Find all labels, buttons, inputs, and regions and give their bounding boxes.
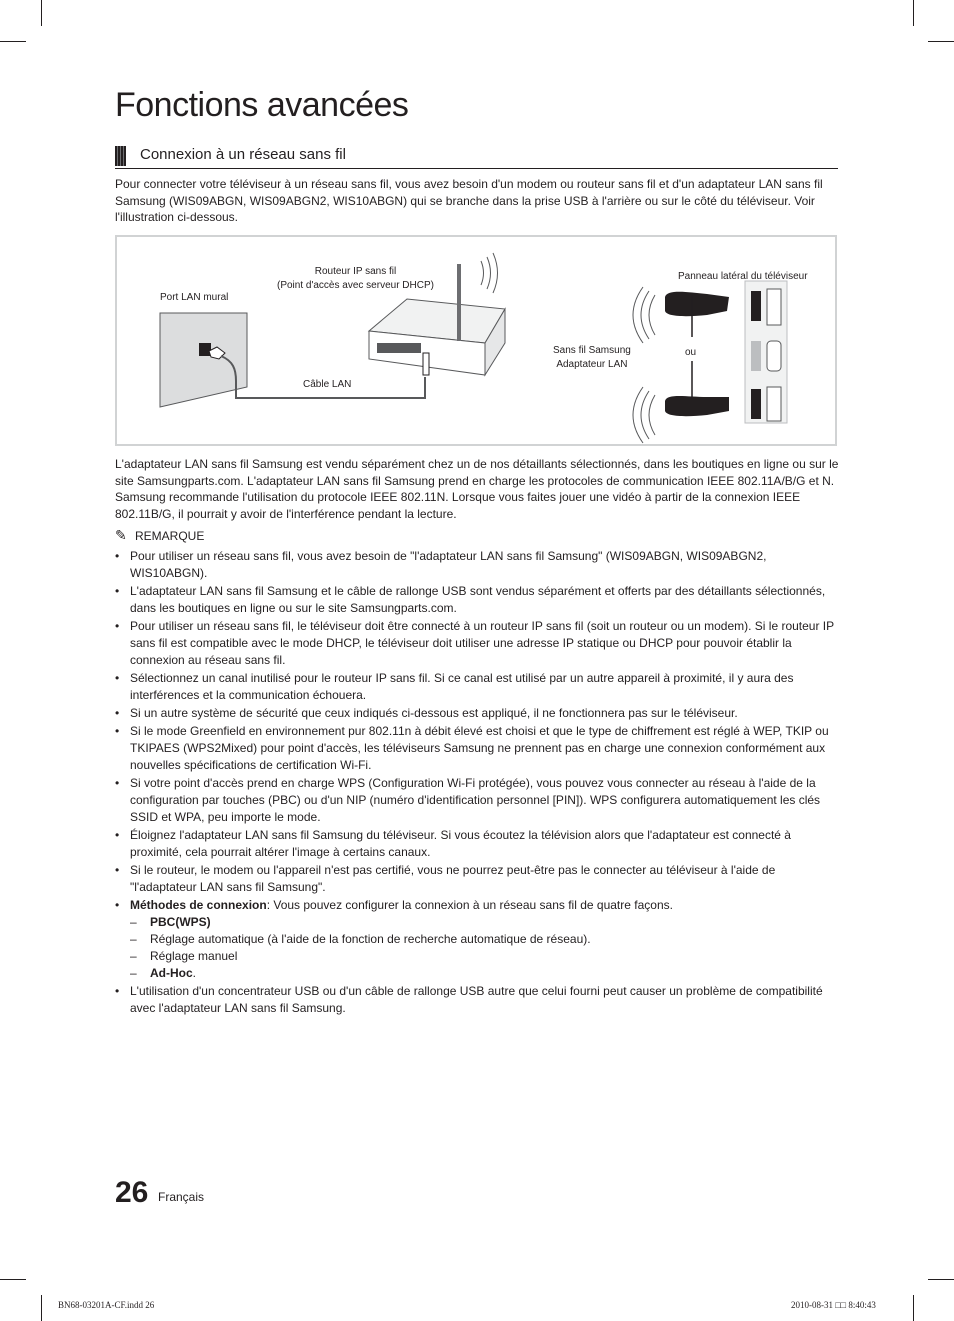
wall-port-label: Port LAN mural [160, 292, 229, 303]
adapter-paragraph: L'adaptateur LAN sans fil Samsung est vendu séparément chez un de nos détaillants sélectionnés, dans les boutiques en ligne ou sur le site Samsungparts.com. L'adaptateur LAN sans fil Samsung prend en charge les protocoles de communication IEEE 802.11A/B/G et N. Samsung recommande l'utilisation du protocole IEEE 802.11N. Lorsque vous faites jouer une vidéo à partir de la connexion IEEE 802.11B/G, il pourrait y avoir de l'interférence pendant la lecture. [115, 457, 839, 521]
hdmi-port-icon [767, 341, 781, 371]
method-pbc: PBC(WPS) [150, 915, 211, 929]
print-date-info: 2010-08-31 □□ 8:40:43 [791, 1300, 876, 1310]
usb-port-1-label-icon [751, 291, 761, 321]
usb-adapter-bottom-icon [665, 396, 729, 416]
note-title: REMARQUE [135, 529, 205, 543]
pencil-icon: ✎ [115, 527, 127, 543]
lan-cable-label: Câble LAN [303, 379, 352, 390]
or-label: ou [685, 347, 697, 358]
usb-port-2-icon [767, 387, 781, 421]
page-number: 26 [115, 1176, 149, 1209]
adapter-label-line-2: Adaptateur LAN [556, 359, 628, 370]
section-title: Connexion à un réseau sans fil [140, 146, 346, 163]
hdmi-label-icon [751, 341, 761, 371]
section-heading [115, 144, 838, 169]
crop-mark [913, 0, 914, 26]
wall-shape [160, 313, 247, 407]
router-wifi-waves-icon [481, 253, 498, 293]
crop-mark [0, 1279, 26, 1280]
section-bar [115, 146, 126, 166]
note-item-methods [115, 897, 840, 982]
crop-mark [0, 41, 26, 42]
diagram-drawing [117, 237, 835, 444]
adapter-wifi-waves-icon [633, 287, 655, 343]
note-item: • L'adaptateur LAN sans fil Samsung et le câble de rallonge USB sont vendus séparément et offerts par des détaillants sélectionnés, dans les boutiques en ligne ou sur le site Samsungparts.com. [115, 583, 840, 617]
note-item: • Éloignez l'adaptateur LAN sans fil Samsung du téléviseur. Si vous écoutez la télévision alors que l'adaptateur est connecté à proximité, cela pourrait altérer l'image à certains canaux. [115, 827, 840, 861]
crop-mark [928, 1279, 954, 1280]
intro-paragraph: Pour connecter votre téléviseur à un réseau sans fil, vous avez besoin d'un modem ou routeur sans fil et d'un adaptateur LAN sans fil Samsung (WIS09ABGN, WIS09ABGN2, WIS10ABGN) qui se branche dans la prise USB à l'arrière ou sur le côté du téléviseur. Voir l'illustration ci-dessous. [115, 177, 823, 224]
note-item: • L'utilisation d'un concentrateur USB ou d'un câble de rallonge USB autre que celui fourni peut causer un problème de compatibilité avec l'adaptateur LAN sans fil Samsung. [115, 983, 840, 1017]
adapter-label [553, 344, 631, 372]
note-item: • Pour utiliser un réseau sans fil, le téléviseur doit être connecté à un routeur IP sans fil (soit un routeur ou un modem). Si le routeur IP sans fil est compatible avec le mode DHCP, le téléviseur doit utiliser une adresse IP statique ou DHCP pour pouvoir établir la connexion au réseau sans fil. [115, 618, 840, 669]
method-item [130, 914, 840, 931]
crop-mark [928, 41, 954, 42]
usb-port-1-icon [767, 289, 781, 325]
router-label-line-2: (Point d'accès avec serveur DHCP) [277, 280, 434, 291]
method-item: – Réglage automatique (à l'aide de la fonction de recherche automatique de réseau). [130, 931, 840, 948]
method-item [130, 965, 840, 982]
method-adhoc: Ad-Hoc [150, 966, 193, 980]
router-ports-icon [377, 343, 421, 353]
tv-panel-label: Panneau latéral du téléviseur [678, 271, 808, 282]
method-adhoc-end: . [192, 966, 197, 980]
note-list [115, 548, 840, 1018]
page-title: Fonctions avancées [115, 86, 409, 124]
page-language: Français [158, 1190, 205, 1204]
adapter-wifi-waves-icon [633, 387, 655, 443]
note-item: • Sélectionnez un canal inutilisé pour le routeur IP sans fil. Si ce canal est utilisé par un autre appareil à proximité, il y aura des interférences et la communication échouera. [115, 670, 840, 704]
print-file-info: BN68-03201A-CF.indd 26 [58, 1300, 155, 1310]
router-label-line-1: Routeur IP sans fil [314, 266, 397, 277]
usb-port-2-label-icon [751, 389, 761, 419]
note-item: • Si le routeur, le modem ou l'appareil n'est pas certifié, vous ne pourrez peut-être pas le connecter au téléviseur à l'aide de "l'adaptateur LAN sans fil Samsung". [115, 862, 840, 896]
note-heading [115, 527, 204, 544]
router-label [277, 265, 434, 293]
note-item: • Si votre point d'accès prend en charge WPS (Configuration Wi-Fi protégée), vous pouvez vous connecter au réseau à l'aide de la configuration par touches (PBC) ou d'un NIP (numéro d'identification personnel [PIN]). WPS configurera automatiquement les clés SSID et WPA, peu importe le mode. [115, 775, 840, 826]
crop-mark [41, 1295, 42, 1321]
methods-label: Méthodes de connexion [130, 898, 267, 912]
usb-adapter-top-icon [665, 292, 729, 316]
note-item: • Si le mode Greenfield en environnement pur 802.11n à débit élevé est choisi et que le type de chiffrement est réglé à WEP, TKIP ou TKIPAES (WPS2Mixed) pour point d'accès, les téléviseurs Samsung ne prennent pas en charge une connexion conformément aux nouvelles spécifications de certification Wi-Fi. [115, 723, 840, 774]
note-item: • Si un autre système de sécurité que ceux indiqués ci-dessous est appliqué, il ne fonctionnera pas sur le téléviseur. [115, 705, 840, 722]
connection-diagram [115, 235, 837, 446]
crop-mark [41, 0, 42, 26]
adapter-label-line-1: Sans fil Samsung [553, 345, 631, 356]
router-plug-icon [423, 353, 429, 375]
methods-list [130, 914, 840, 982]
wall-port-icon [199, 343, 211, 356]
methods-text: : Vous pouvez configurer la connexion à un réseau sans fil de quatre façons. [266, 898, 673, 912]
crop-mark [913, 1295, 914, 1321]
note-item: • Pour utiliser un réseau sans fil, vous avez besoin de "l'adaptateur LAN sans fil Samsung" (WIS09ABGN, WIS09ABGN2, WIS10ABGN). [115, 548, 840, 582]
method-item: – Réglage manuel [130, 948, 840, 965]
